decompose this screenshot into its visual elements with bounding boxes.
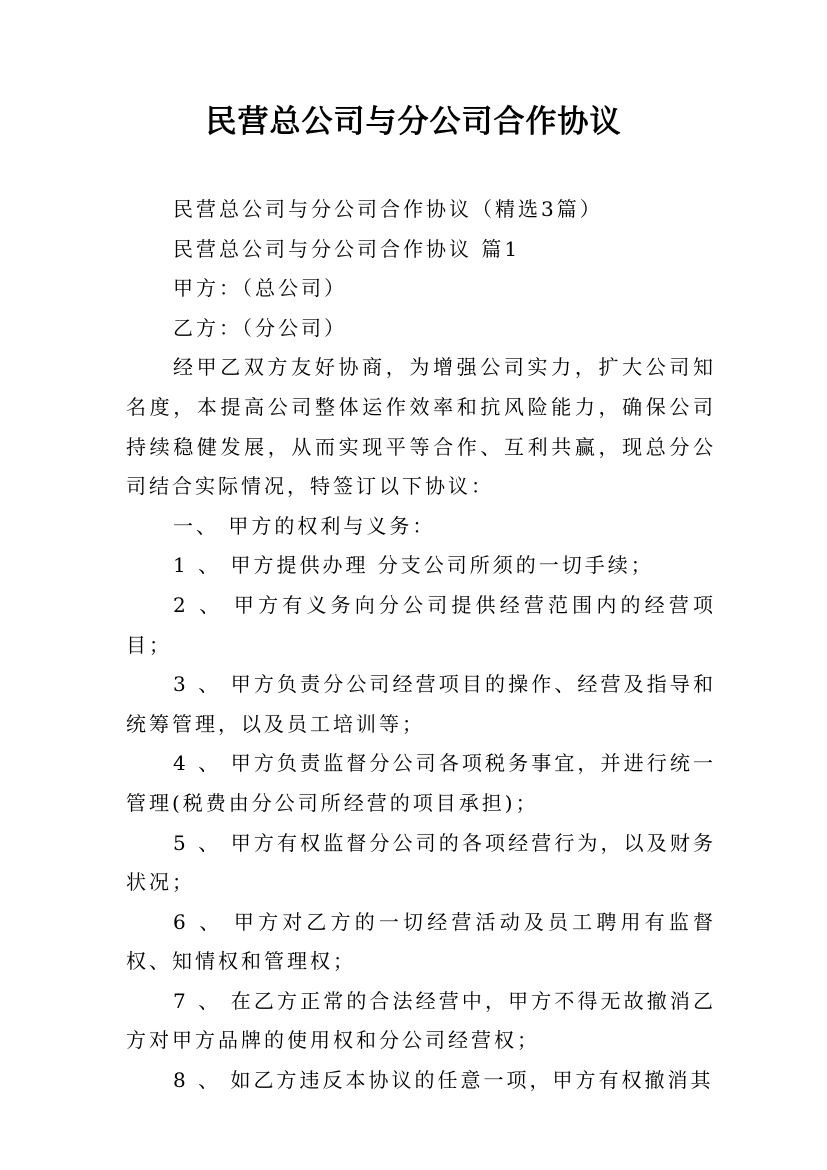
paragraph-subtitle: 民营总公司与分公司合作协议（精选3篇） bbox=[173, 197, 603, 221]
paragraph-party-b: 乙方：（分公司） bbox=[173, 315, 347, 340]
document-title: 民营总公司与分公司合作协议 bbox=[205, 104, 622, 140]
paragraph-clause-5: 5 、 甲方有权监督分公司的各项经营行为，以及财务状况； bbox=[126, 830, 716, 895]
document-body bbox=[126, 190, 716, 1101]
paragraph-preamble: 经甲乙双方友好协商，为增强公司实力，扩大公司知名度，本提高公司整体运作效率和抗风险能力，确保公司持续稳健发展，从而实现平等合作、互利共赢，现总分公司结合实际情况，特签订以下协议： bbox=[126, 355, 716, 499]
paragraph-clause-4: 4 、 甲方负责监督分公司各项税务事宜，并进行统一管理(税费由分公司所经营的项目承担)； bbox=[126, 751, 716, 815]
paragraph-clause-3: 3 、 甲方负责分公司经营项目的操作、经营及指导和统筹管理，以及员工培训等； bbox=[126, 672, 716, 736]
paragraph-clause-2: 2 、 甲方有义务向分公司提供经营范围内的经营项目； bbox=[126, 592, 716, 657]
paragraph-clause-1: 1 、 甲方提供办理 分支公司所须的一切手续； bbox=[173, 553, 654, 578]
paragraph-clause-7: 7 、 在乙方正常的合法经营中，甲方不得无故撤消乙方对甲方品牌的使用权和分公司经营权； bbox=[126, 988, 716, 1053]
paragraph-clause-heading: 一、 甲方的权利与义务： bbox=[173, 513, 436, 538]
paragraph-section-heading: 民营总公司与分公司合作协议 篇1 bbox=[173, 236, 521, 261]
paragraph-clause-8: 8 、 如乙方违反本协议的任意一项，甲方有权撤消其 bbox=[173, 1068, 714, 1093]
paragraph-clause-6: 6 、 甲方对乙方的一切经营活动及员工聘用有监督权、知情权和管理权； bbox=[126, 909, 716, 974]
paragraph-party-a: 甲方：（总公司） bbox=[173, 276, 347, 301]
